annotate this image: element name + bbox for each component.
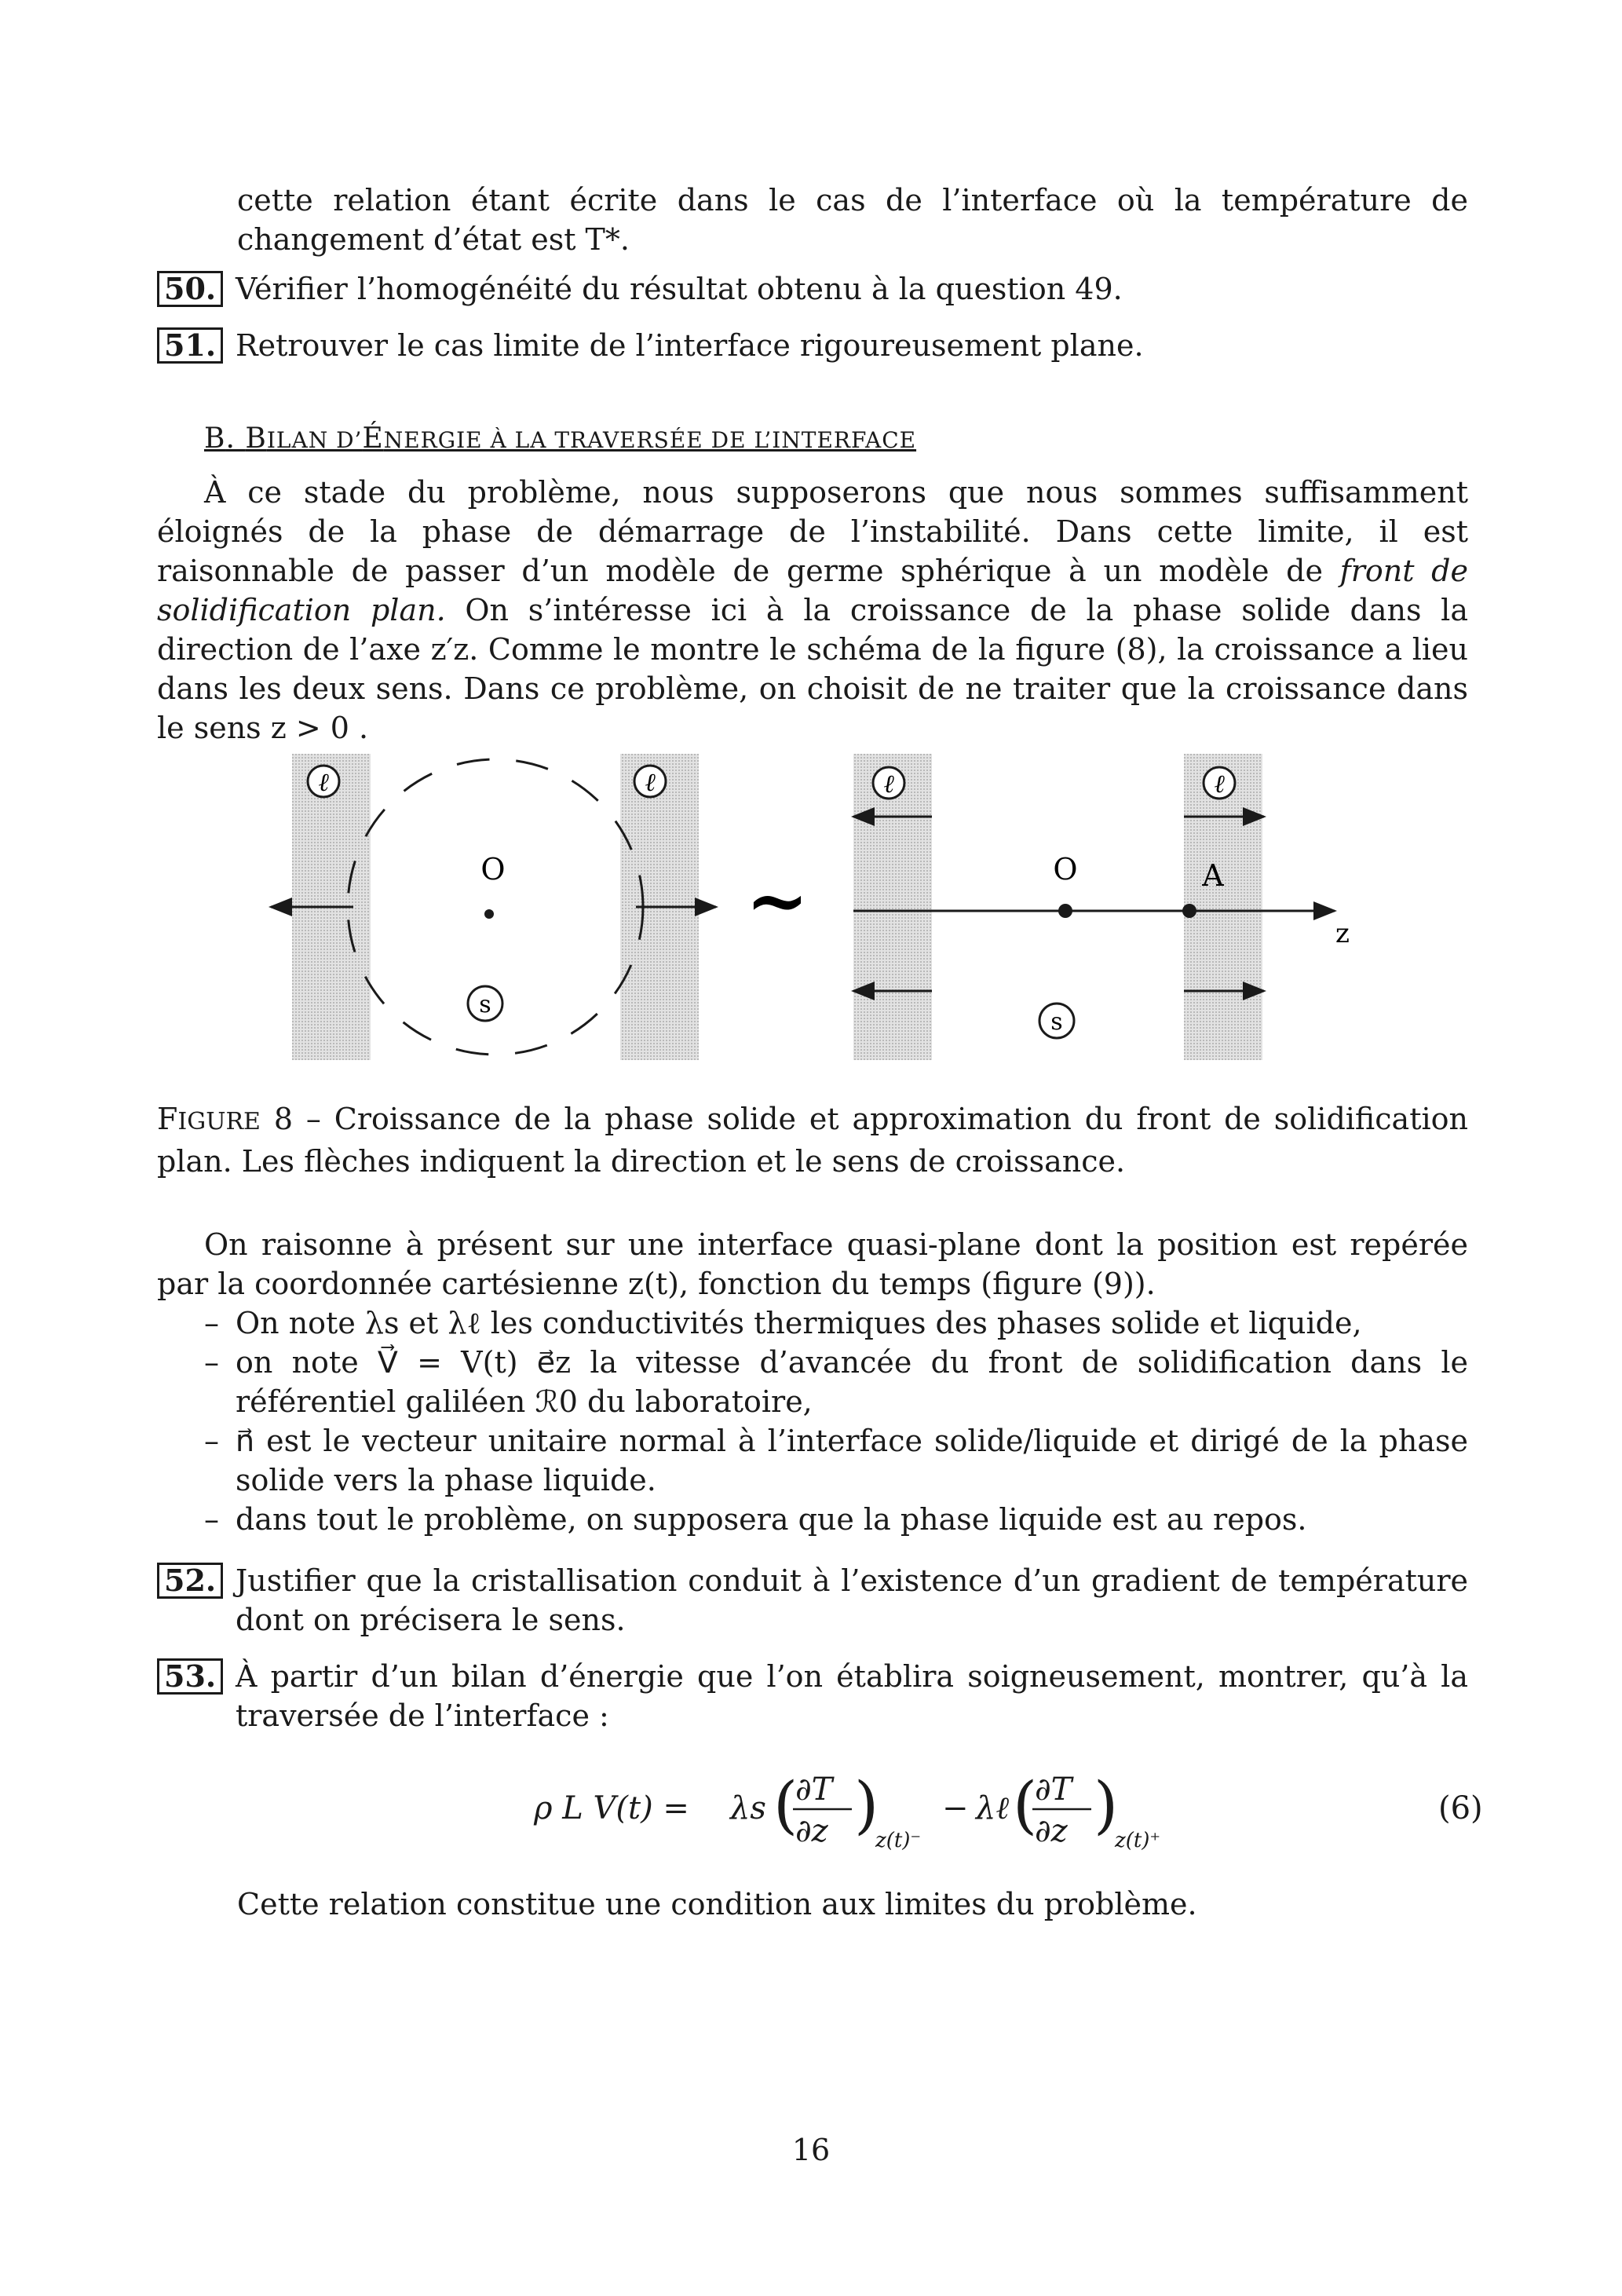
eq-num: ∂T bbox=[1035, 1771, 1072, 1808]
question-number: 51. bbox=[157, 327, 223, 364]
section-heading-small2: NERGIE À LA TRAVERSÉE DE L’INTERFACE bbox=[383, 427, 917, 453]
eq-sub-plus: z(t)⁺ bbox=[1115, 1829, 1161, 1852]
axis-label: z bbox=[1335, 918, 1350, 949]
eq-number: (6) bbox=[1438, 1790, 1483, 1826]
bullet-item: – dans tout le problème, on supposera que la phase liquide est au repos. bbox=[157, 1500, 1468, 1539]
approx-symbol: ~ bbox=[745, 856, 809, 945]
eq-num: ∂T bbox=[795, 1771, 833, 1808]
point-a-label: A bbox=[1202, 858, 1224, 893]
intro-emphasis: front de solidification plan. bbox=[157, 554, 1468, 627]
section-heading-b: B bbox=[204, 422, 226, 455]
eq-lambda-l: λℓ bbox=[976, 1790, 1010, 1826]
question-text: Justifier que la cristallisation conduit à l’existence d’un gradient de température dont on précisera le sens. bbox=[236, 1563, 1468, 1637]
question-number: 50. bbox=[157, 271, 223, 307]
eq-den: ∂z bbox=[795, 1813, 828, 1849]
liquid-label: ℓ bbox=[318, 767, 329, 797]
bullet-item: – on note V⃗ = V(t) e⃗z la vitesse d’avancée du front de solidification dans le référentiel galiléen ℛ0 du laboratoire, bbox=[157, 1343, 1468, 1421]
section-heading-big1: B bbox=[245, 422, 267, 455]
top-paragraph-text: cette relation étant écrite dans le cas de l’interface où la température de changement d’état est T*. bbox=[237, 183, 1468, 257]
page-number: 16 bbox=[791, 2133, 831, 2167]
eq-den: ∂z bbox=[1035, 1813, 1068, 1849]
eq-paren-close: ) bbox=[854, 1768, 879, 1841]
section-heading: B. BILAN D’ÉNERGIE À LA TRAVERSÉE DE L’INTERFACE bbox=[204, 422, 917, 455]
eq-paren-close: ) bbox=[1094, 1768, 1119, 1841]
section-heading-small1: ILAN D’ bbox=[266, 427, 363, 453]
para2-text: On raisonne à présent sur une interface quasi-plane dont la position est repérée par la coordonnée cartésienne z(t), fonction du temps (figure (9)). bbox=[157, 1227, 1468, 1301]
caption-label-big: F bbox=[157, 1102, 178, 1136]
intro-text-1: À ce stade du problème, nous supposerons que nous sommes suffisamment éloignés de la phase de démarrage de l’instabilité. Dans cette limite, il est raisonnable de passer d’un modèle de germe sphérique à un modèle de bbox=[157, 475, 1468, 588]
question-text: Retrouver le cas limite de l’interface rigoureusement plane. bbox=[236, 328, 1144, 363]
eq-paren-open: ( bbox=[773, 1768, 798, 1841]
question-number: 52. bbox=[157, 1563, 223, 1599]
question-text: À partir d’un bilan d’énergie que l’on établira soigneusement, montrer, qu’à la traversée de l’interface : bbox=[236, 1659, 1468, 1733]
liquid-label: ℓ bbox=[883, 769, 894, 799]
origin-label: O bbox=[480, 852, 506, 887]
bullet-item: – On note λs et λℓ les conductivités thermiques des phases solide et liquide, bbox=[157, 1303, 1468, 1343]
section-heading-big2: É bbox=[362, 422, 384, 455]
caption-number: 8 bbox=[273, 1102, 294, 1136]
closing-sentence bbox=[237, 1885, 1468, 1924]
caption-label-small: IGURE bbox=[177, 1108, 261, 1135]
question-number: 53. bbox=[157, 1658, 223, 1695]
bullet-item: – n⃗ est le vecteur unitaire normal à l’interface solide/liquide et dirigé de la phase solide vers la phase liquide. bbox=[157, 1421, 1468, 1500]
solid-label: s bbox=[479, 991, 491, 1018]
eq-paren-open: ( bbox=[1013, 1768, 1038, 1841]
solid-label: s bbox=[1050, 1008, 1063, 1036]
eq-lhs: ρ L V(t) = bbox=[534, 1790, 689, 1826]
intro-text-2: On s’intéresse ici à la croissance de la phase solide dans la direction de l’axe z′z. Comme le montre le schéma de la figure (8), la croissance a lieu dans les deux sens. Dans ce problème, on choisit de ne traiter que la croissance dans le sens z > 0 . bbox=[157, 593, 1468, 745]
liquid-label: ℓ bbox=[1214, 769, 1225, 799]
caption-text: – Croissance de la phase solide et approximation du front de solidification plan. Les flèches indiquent la direction et le sens de croissance. bbox=[157, 1102, 1468, 1179]
origin-label-plane: O bbox=[1053, 852, 1078, 887]
eq-minus: − bbox=[942, 1790, 969, 1826]
liquid-label: ℓ bbox=[645, 767, 656, 797]
closing-text: Cette relation constitue une condition aux limites du problème. bbox=[237, 1887, 1197, 1921]
eq-lambda-s: λs bbox=[730, 1790, 766, 1826]
eq-sub-minus: z(t)⁻ bbox=[875, 1829, 922, 1852]
question-text: Vérifier l’homogénéité du résultat obtenu à la question 49. bbox=[236, 272, 1123, 306]
